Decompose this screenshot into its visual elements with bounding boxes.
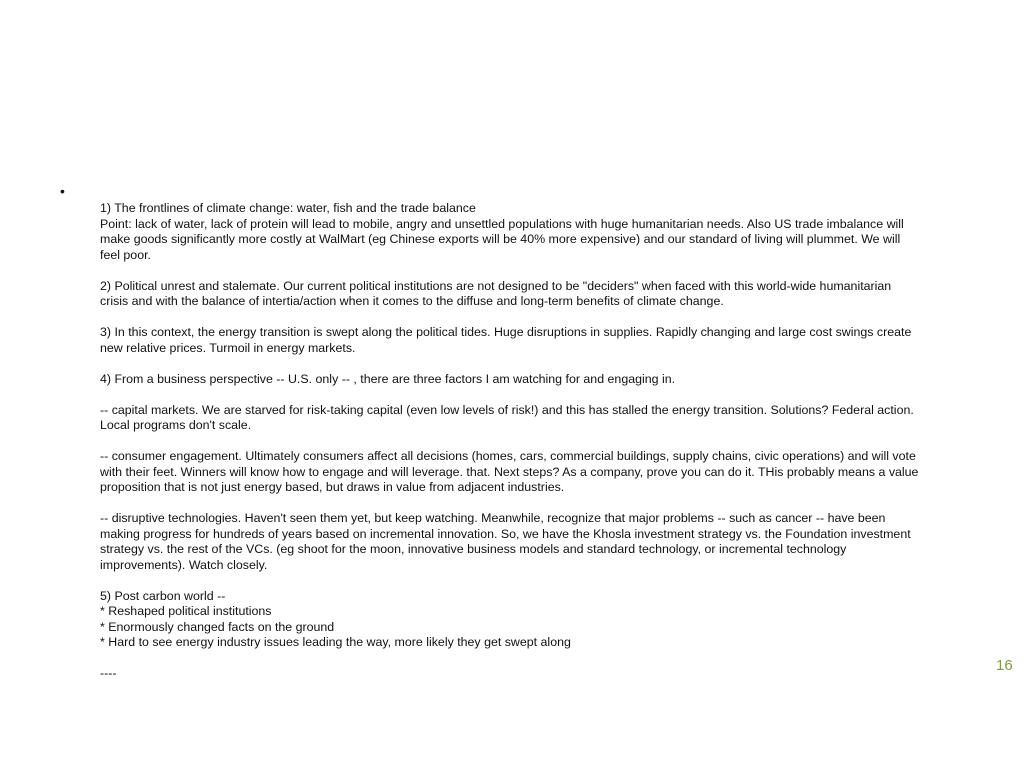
notes-blank-line	[100, 310, 970, 326]
bullet-marker: •	[60, 183, 65, 199]
notes-line: make goods significantly more costly at WalMart (eg Chinese exports will be 40% more expensive) and our standard of living will plummet. We will	[100, 232, 901, 246]
notes-blank-line	[100, 651, 970, 667]
notes-line: 4) From a business perspective -- U.S. only -- , there are three factors I am watching for and engaging in.	[100, 371, 676, 386]
notes-line: crisis and with the balance of intertia/action when it comes to the diffuse and long-term benefits of climate change.	[100, 294, 724, 308]
notes-line: * Enormously changed facts on the ground	[100, 619, 335, 634]
notes-line: proposition that is not just energy based, but draws in value from adjacent industries.	[100, 480, 565, 494]
notes-line: Local programs don't scale.	[100, 418, 252, 432]
notes-line: new relative prices. Turmoil in energy markets.	[100, 340, 356, 355]
notes-separator: ----	[100, 666, 117, 680]
notes-line: -- disruptive technologies. Haven't seen them yet, but keep watching. Meanwhile, recognize that major problems -- such as cancer -- have been	[100, 511, 886, 525]
notes-line: -- consumer engagement. Ultimately consumers affect all decisions (homes, cars, commercial buildings, supply chains, civic operations) and will vote	[100, 449, 916, 463]
notes-line: improvements). Watch closely.	[100, 557, 268, 572]
notes-blank-line	[100, 387, 970, 403]
notes-line: * Reshaped political institutions	[100, 604, 272, 618]
notes-line: making progress for hundreds of years based on incremental innovation. So, we have the Khosla investment strategy vs. the Foundation investment	[100, 526, 911, 541]
notes-blank-line	[100, 356, 970, 372]
notes-line: 1) The frontlines of climate change: water, fish and the trade balance	[100, 201, 476, 215]
notes-blank-line	[100, 434, 970, 450]
notes-line: 5) Post carbon world --	[100, 588, 226, 603]
notes-line: Point: lack of water, lack of protein will lead to mobile, angry and unsettled populations with huge humanitarian needs. Also US trade imbalance will	[100, 216, 904, 231]
notes-line: * Hard to see energy industry issues leading the way, more likely they get swept along	[100, 635, 571, 649]
page-number: 16	[996, 657, 1013, 674]
notes-line: with their feet. Winners will know how to engage and will leverage. that. Next steps? As a company, prove you can do it. THis probably means a value	[100, 464, 919, 479]
notes-line: 2) Political unrest and stalemate. Our current political institutions are not designed to be "deciders" when faced with this world-wide humanitarian	[100, 278, 892, 293]
notes-line: 3) In this context, the energy transition is swept along the political tides. Huge disruptions in supplies. Rapidly changing and large cost swings create	[100, 325, 912, 339]
notes-line: feel poor.	[100, 247, 151, 262]
notes-blank-line	[100, 496, 970, 512]
notes-line: -- capital markets. We are starved for risk-taking capital (even low levels of risk!) and this has stalled the energy transition. Solutions? Federal action.	[100, 402, 914, 417]
notes-text-block	[100, 201, 970, 682]
notes-blank-line	[100, 573, 970, 589]
notes-blank-line	[100, 263, 970, 279]
notes-line: strategy vs. the rest of the VCs. (eg shoot for the moon, innovative business models and standard technology, or incremental technology	[100, 542, 847, 556]
